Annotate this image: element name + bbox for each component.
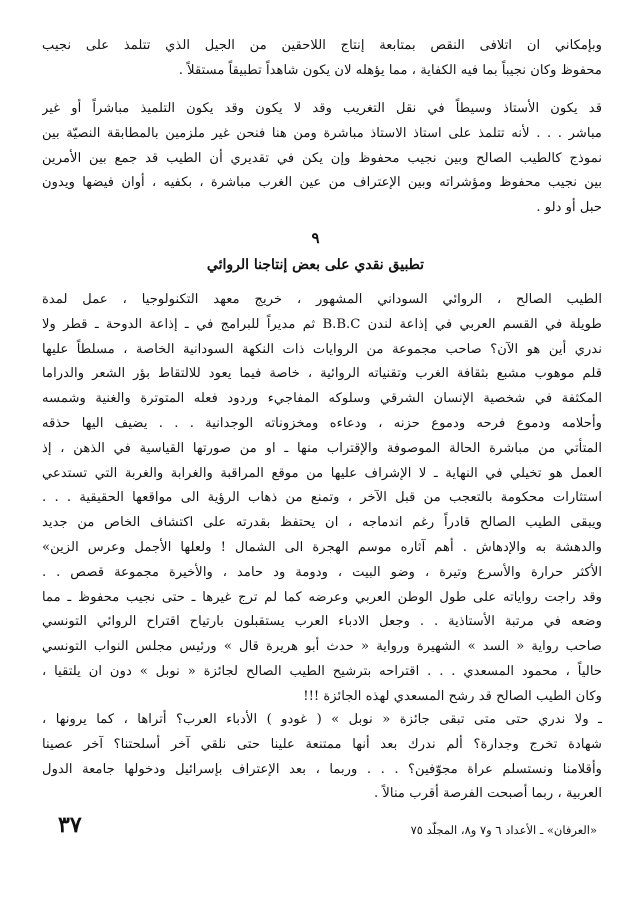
- paragraph-4: [42, 708, 602, 807]
- paragraph-3: [42, 288, 602, 710]
- paragraph-2: [42, 97, 602, 221]
- journal-citation: «العرفان» ـ الأعداد ٦ و٧ و٨، المجلّد ٧٥: [410, 823, 597, 837]
- text-line: ندري أين هو الآن؟ صاحب مجموعة من الروايات ذات النكهة السودانية الخاصة ، مسلطاً عليها: [42, 341, 602, 357]
- text-line: وبإمكاني ان اتلافى النقص بمتابعة إنتاج اللاحقين من الجيل الذي تتلمذ على نجيب: [42, 38, 602, 53]
- text-line: صاحب رواية « السد » الشهيرة ورواية « حدث أبو هريرة قال » ورئيس مجلس النواب التونسي: [42, 639, 602, 655]
- text-line: مباشر . . . لأنه تتلمذ على استاذ الاستاذ مباشرة ومن هنا فنحن غير ملزمين بالمطابقة النصيّة بين: [42, 125, 602, 141]
- text-line: والدهشة به والإدهاش . أهم آثاره موسم الهجرة الى الشمال ! ولعلها الأجمل وعرس الزين»: [42, 539, 602, 555]
- page-number: ٣٧: [58, 812, 82, 838]
- text-line: شهادة تخرج وجدارة؟ ألم ندرك بعد أنها ممتنعة علينا حتى نلقي آخر أسلحتنا؟ آخر عصينا: [42, 736, 602, 752]
- text-line: طويلة في القسم العربي في إذاعة لندن B.B.C ثم مديراً للبرامج في ـ إذاعة الدوحة ـ قطر ولا: [42, 316, 602, 332]
- text-line: المتأتي من مباشرة الحالة الموصوفة والإقتراب منها ـ او من صورتها القياسية في الذهن ، إذ: [42, 440, 602, 456]
- text-line: قلم موهوب مشبع بثقافة الغرب وتقنياته الروائية ، خاصة فيما يعود للالتقاط بؤر الشعر والدراما: [42, 366, 602, 382]
- text-line: العمل هو تخيلي في النهاية ـ لا الإشراف عليها من موقع المراقبة والغرابة والغربة التي تستدعي: [42, 465, 602, 481]
- text-line: المكثفة في شخصية الإنسان الشرقي وسلوكه المفاجيء وردود فعله المتوترة والغنية وشمسه: [42, 391, 602, 407]
- text-line: وقد راجت رواياته على طول الوطن العربي وعرضه كما لم ترج غيرها ـ حتى نجيب محفوظ ـ مما: [42, 589, 602, 605]
- text-line: استثارات محكومة بالتعجب من قبل الآخر ، وتمنع من ذهاب الرؤية الى مواقعها الحقيقية . . .: [42, 490, 602, 506]
- text-line: وكان الطيب الصالح قد رشح المسعدي لهذه الجائزة !!!: [303, 688, 602, 704]
- section-number: ٩: [311, 229, 320, 247]
- text-line: وأحلامه ودموع فرحه ودموع حزنه ، ودعاءه ومخزوناته الوجدانية . . . يضيف اليها حذقه: [42, 415, 602, 431]
- text-line: وأقلامنا ونستسلم عراة مجوّفين؟ . . . وربما ، بعد الإعتراف بإسرائيل ودخولها جامعة الدول: [42, 761, 602, 777]
- text-line: حالياً ، محمود المسعدي . . . اقتراحه بترشيح الطيب الصالح لجائزة « نوبل » دون ان يلتقيا ،: [42, 663, 602, 679]
- text-line: العربية ، ربما أصبحت الفرصة أقرب منالاً .: [374, 786, 602, 802]
- text-line: محفوظ وكان نجيباً بما فيه الكفاية ، مما يؤهله لان يكون شاهداً تطبيقاً مستقلاً .: [178, 62, 602, 78]
- text-line: وضعه في مرتبة الأستاذية . . وجعل الادباء العرب يستقبلون بارتياح اقتراح الروائي التونسي: [42, 614, 602, 630]
- text-line: حبل أو دلو .: [536, 200, 602, 216]
- text-line: ـ ولا ندري حتى متى تبقى جائزة « نوبل » ( غودو ) الأدباء العرب؟ أتراها ، كما يرونها ،: [42, 712, 602, 727]
- text-line: قد يكون الأستاذ وسيطاً في نقل التغريب وقد لا يكون وقد يكون التلميذ مباشراً أو غير: [42, 101, 602, 116]
- text-line: الطيب الصالح ، الروائي السوداني المشهور ، خريج معهد التكنولوجيا ، عمل لمدة: [42, 292, 602, 307]
- text-line: نموذج كالطيب الصالح وبين نجيب محفوظ وإن يكن في تقديري أن الطيب قد جمع بين الأمرين: [42, 150, 602, 166]
- paragraph-1: [42, 34, 602, 84]
- text-line: بين نجيب محفوظ ومؤشراته وبين الإعتراف من عين الغرب مباشرة ، بكفيه ، أوان فيضها ويدون: [42, 175, 602, 191]
- text-line: ويبقى الطيب الصالح قادراً رغم اندماجه ، ان يحتفظ بقدرته على اكتشاف الخاص من جديد: [42, 515, 602, 531]
- text-line: الأكثر حرارة والأسرع وتيرة ، وضو البيت ، ودومة ود حامد ، والأخيرة مجموعة قصص . .: [42, 564, 602, 580]
- section-title: تطبيق نقدي على بعض إنتاجنا الروائي: [206, 257, 425, 273]
